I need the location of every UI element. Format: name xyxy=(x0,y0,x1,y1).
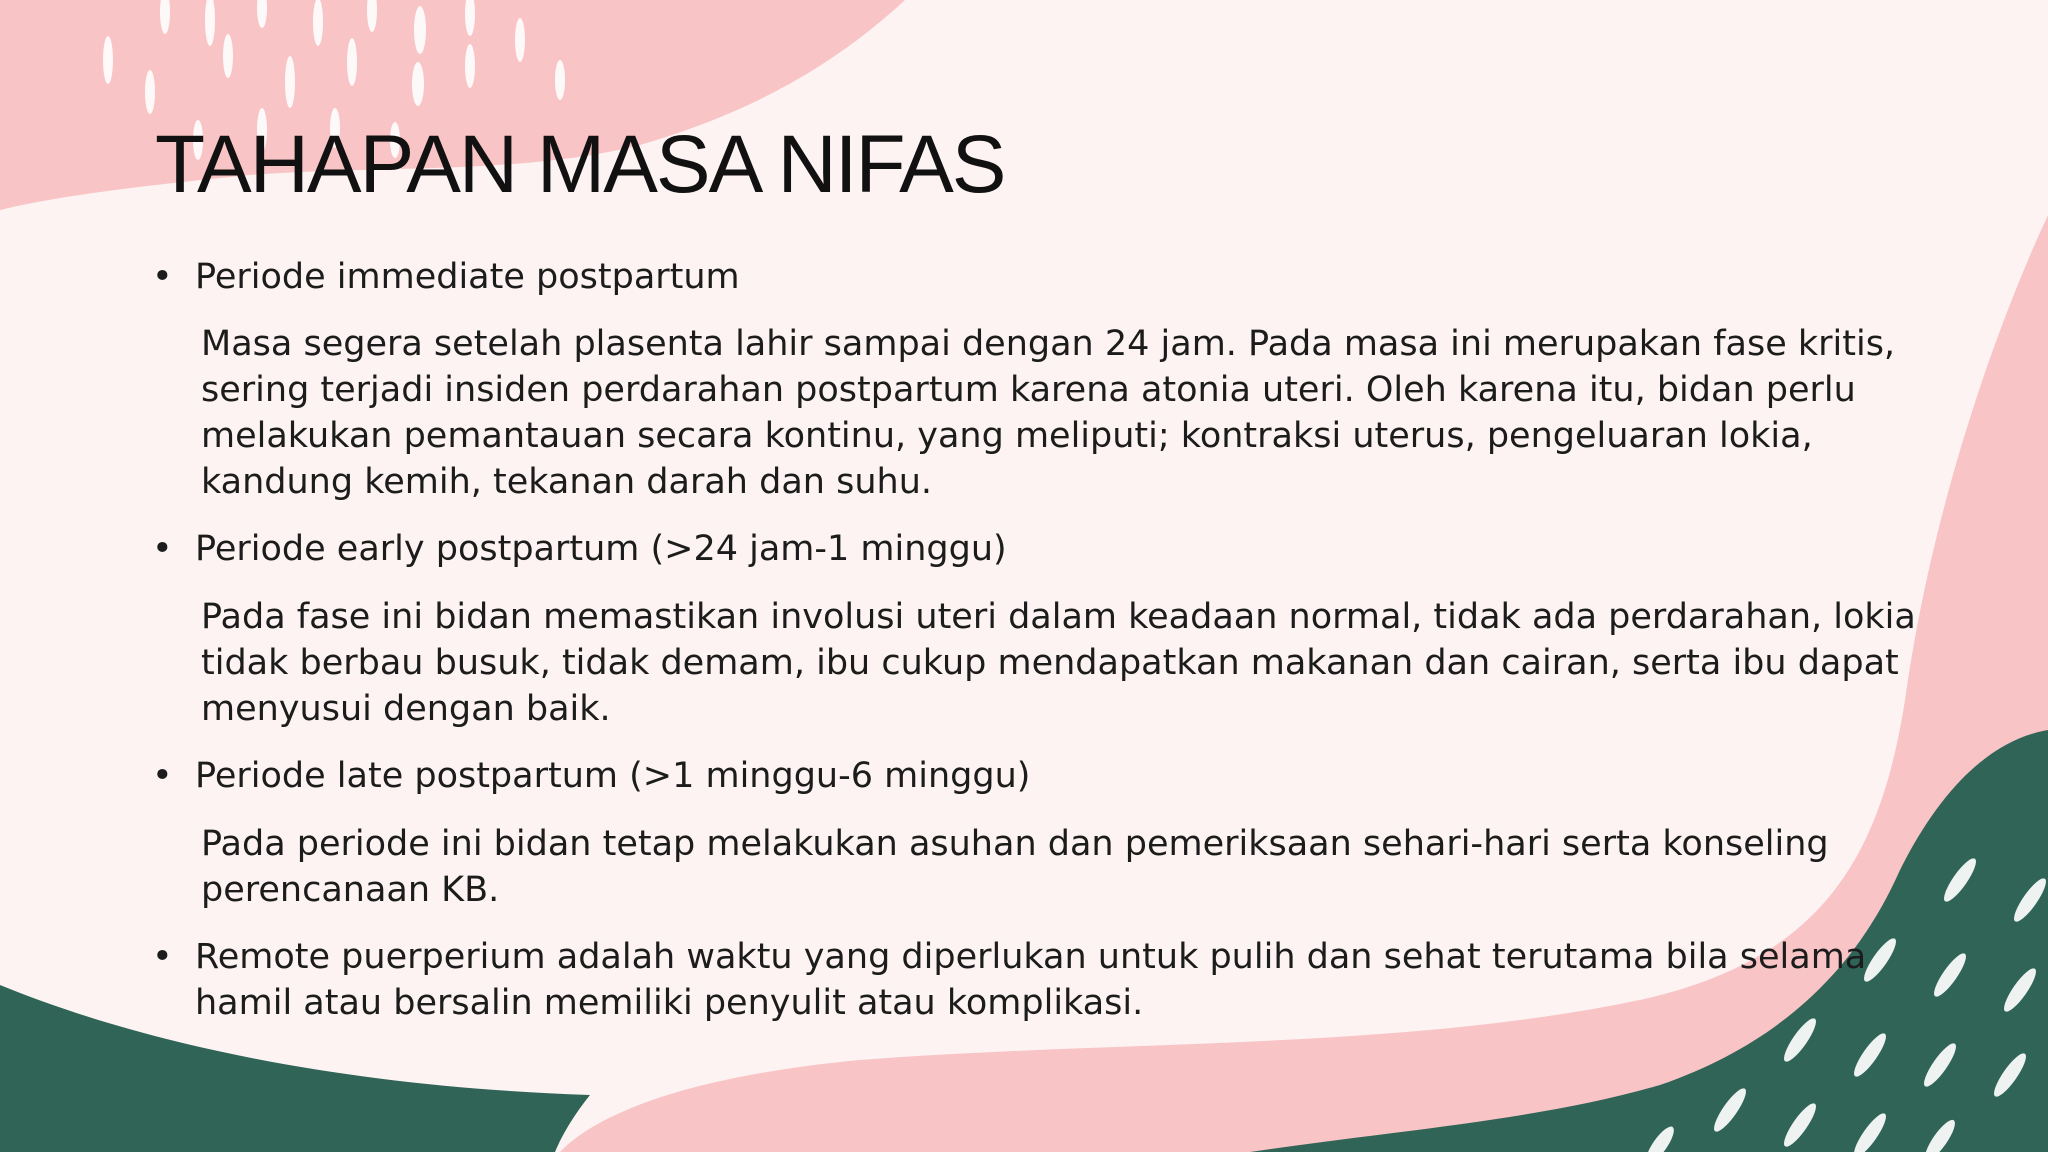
bullet-heading xyxy=(195,934,1866,1026)
paragraph-line: menyusui dengan baik. xyxy=(201,689,611,729)
paragraph-line: Masa segera setelah plasenta lahir sampai dengan 24 jam. Pada masa ini merupakan fase kritis, xyxy=(201,324,1896,364)
bullet-dot: • xyxy=(152,937,173,977)
paragraph-line: Pada fase ini bidan memastikan involusi uteri dalam keadaan normal, tidak ada perdarahan, lokia xyxy=(201,597,1916,637)
bullet-heading: Periode early postpartum (>24 jam-1 minggu) xyxy=(195,529,1007,569)
paragraph-immediate xyxy=(201,321,1896,505)
bullet-dot: • xyxy=(152,529,173,569)
paragraph-late xyxy=(201,821,1891,913)
bullet-dot: • xyxy=(152,756,173,796)
bullet-heading: Periode immediate postpartum xyxy=(195,257,740,297)
paragraph-line: melakukan pemantauan secara kontinu, yang meliputi; kontraksi uterus, pengeluaran lokia, xyxy=(201,416,1813,456)
bullet-heading-line: Remote puerperium adalah waktu yang diperlukan untuk pulih dan sehat terutama bila selama xyxy=(195,937,1867,977)
bullet-heading: Periode late postpartum (>1 minggu-6 minggu) xyxy=(195,756,1031,796)
paragraph-line: tidak berbau busuk, tidak demam, ibu cukup mendapatkan makanan dan cairan, serta ibu dapat xyxy=(201,643,1899,683)
bullet-dot: • xyxy=(152,257,173,297)
paragraph-line: Pada periode ini bidan tetap melakukan asuhan dan pemeriksaan sehari-hari serta konseling xyxy=(201,824,1829,864)
slide-title: TAHAPAN MASA NIFAS xyxy=(155,119,1005,210)
paragraph-early xyxy=(201,594,1916,732)
paragraph-line: sering terjadi insiden perdarahan postpartum karena atonia uteri. Oleh karena itu, bidan perlu xyxy=(201,370,1856,410)
bullet-heading-line: hamil atau bersalin memiliki penyulit atau komplikasi. xyxy=(195,983,1144,1023)
paragraph-line: kandung kemih, tekanan darah dan suhu. xyxy=(201,462,933,502)
paragraph-line: perencanaan KB. xyxy=(201,870,500,910)
